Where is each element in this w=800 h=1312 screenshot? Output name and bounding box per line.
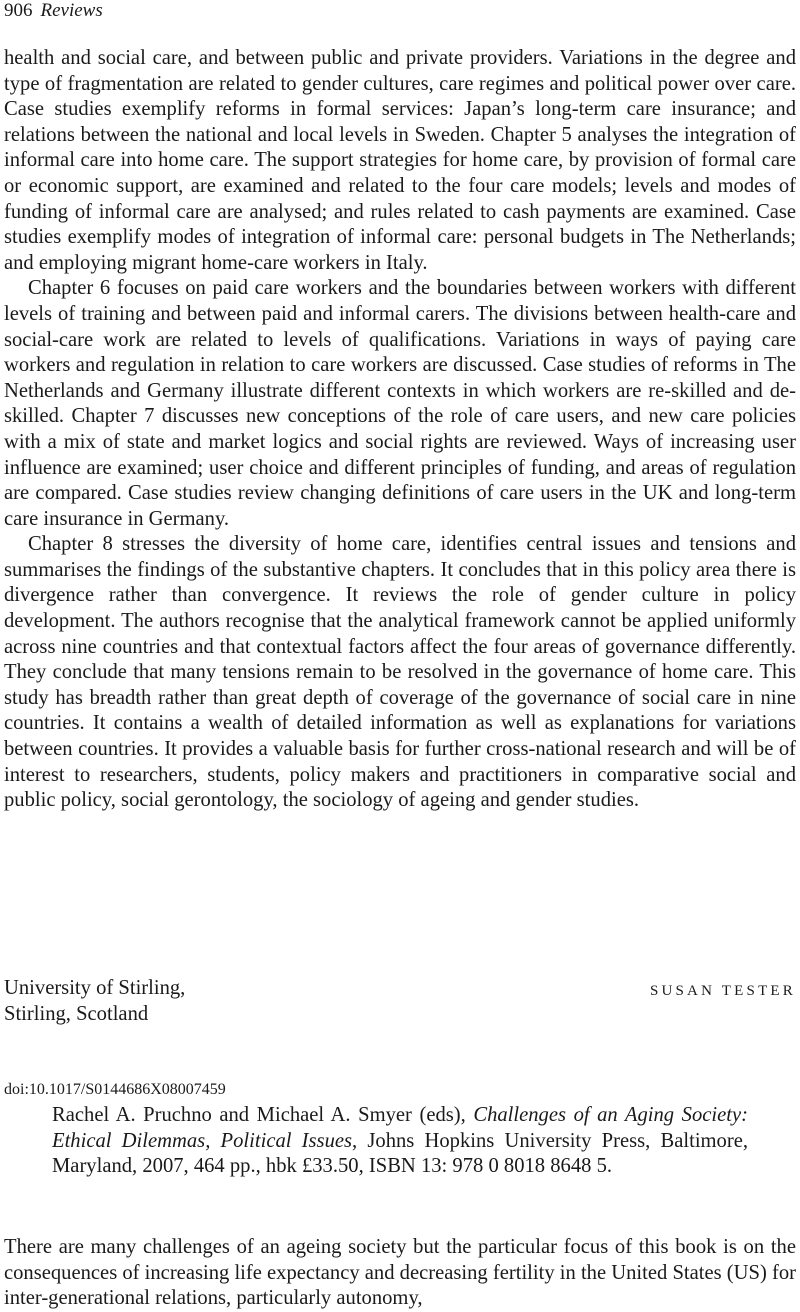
page-number: 906 bbox=[4, 0, 33, 21]
doi-link[interactable]: doi:10.1017/S0144686X08007459 bbox=[4, 1081, 226, 1098]
section-title: Reviews bbox=[40, 0, 103, 21]
paragraph: Chapter 8 stresses the diversity of home care, identifies central issues and tensions and summarises the findings of the substantive chapters. It concludes that in this policy area there is divergence rather than convergence. It reviews the role of gender culture in policy development. The authors recognise that the analytical framework cannot be applied uniformly across nine countries and that contextual factors affect the four areas of governance differently. They conclude that many tensions remain to be resolved in the governance of home care. This study has breadth rather than great depth of coverage of the governance of social care in nine countries. It contains a wealth of detailed information as well as explanations for variations between countries. It provides a valuable basis for further cross-national research and will be of interest to researchers, students, policy makers and practitioners in comparative social and public policy, social gerontology, the sociology of ageing and gender studies. bbox=[4, 533, 796, 812]
reviewer-institution: University of Stirling, bbox=[4, 977, 186, 999]
running-head bbox=[4, 0, 103, 24]
book-title: Challenges of an Aging Society: Ethical Dilemmas, Political Issues bbox=[52, 1104, 748, 1152]
review-opening-paragraph: There are many challenges of an ageing society but the particular focus of this book is on the consequences of increasing life expectancy and decreasing fertility in the United States (US) for inter-generational relations, particularly autonomy, bbox=[4, 1236, 796, 1310]
reviewer-signature bbox=[4, 976, 796, 1027]
paragraph: Chapter 6 focuses on paid care workers and the boundaries between workers with different levels of training and between paid and informal carers. The divisions between health-care and social-care work are related to levels of qualifications. Variations in ways of paying care workers and regulation in relation to care workers are discussed. Case studies of reforms in The Netherlands and Germany illustrate different contexts in which workers are re-skilled and de-skilled. Chapter 7 discusses new conceptions of the role of care users, and new care policies with a mix of state and market logics and social rights are reviewed. Ways of increasing user influence are examined; user choice and different principles of funding, and areas of regulation are compared. Case studies review changing definitions of care users in the UK and long-term care insurance in Germany. bbox=[4, 277, 796, 530]
reviewer-name: SUSAN TESTER bbox=[649, 983, 796, 999]
reviewer-location: Stirling, Scotland bbox=[4, 1002, 149, 1025]
book-editors: Rachel A. Pruchno and Michael A. Smyer (eds), bbox=[52, 1104, 466, 1126]
paragraph: health and social care, and between public and private providers. Variations in the degree and type of fragmentation are related to gender cultures, care regimes and political power over care. Case studies exemplify reforms in formal services: Japan’s long-term care insurance; and relations between the national and local levels in Sweden. Chapter 5 analyses the integration of informal care into home care. The support strategies for home care, by provision of formal care or economic support, are examined and related to the four care models; levels and modes of funding of informal care are analysed; and rules related to cash payments are examined. Case studies exemplify modes of integration of informal care: personal budgets in The Netherlands; and employing migrant home-care workers in Italy. bbox=[4, 47, 796, 274]
review-body bbox=[4, 46, 796, 814]
book-citation bbox=[52, 1103, 748, 1180]
book-publication-details: , Johns Hopkins University Press, Baltimore, Maryland, 2007, 464 pp., hbk £33.50, ISBN 13: 978 0 8018 8648 5. bbox=[52, 1129, 749, 1178]
